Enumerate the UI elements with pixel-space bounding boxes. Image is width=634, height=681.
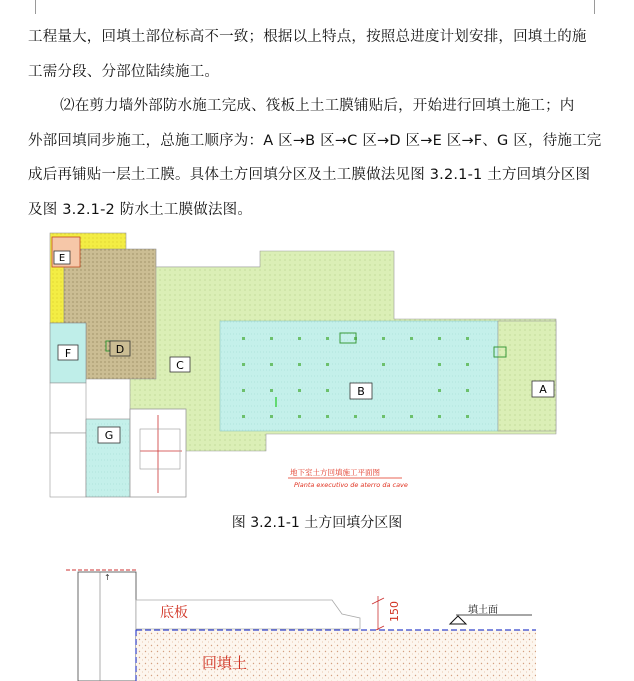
wall-section	[78, 572, 136, 681]
paragraph-2	[28, 89, 612, 227]
backfill-zoning-plan	[44, 229, 564, 499]
paragraph-2-line-3: 成后再铺贴一层土工膜。具体土方回填分区及土工膜做法见图 3.2.1-1 土方回填分区图	[28, 167, 591, 183]
svg-text:D: D	[115, 343, 125, 356]
svg-text:C: C	[176, 359, 184, 372]
zone-label-d	[110, 341, 130, 356]
svg-text:G: G	[104, 429, 114, 442]
zone-b-area	[220, 321, 498, 431]
waterproof-geomembrane-detail	[60, 566, 600, 681]
zone-label-f	[58, 345, 78, 360]
zone-label-e	[54, 251, 70, 264]
figure-1-caption: 图 3.2.1-1 土方回填分区图	[231, 515, 403, 531]
svg-text:↑: ↑	[104, 573, 111, 582]
paragraph-2-line-2: 外部回填同步施工，总施工顺序为：A 区→B 区→C 区→D 区→E 区→F、G 区，待施工完	[28, 132, 602, 149]
zone-label-b	[350, 383, 372, 399]
label-slab: 底板	[160, 605, 188, 621]
backfill-soil-area	[136, 630, 536, 681]
label-fill-surface: 填土面	[468, 605, 498, 616]
dim-150: 150	[388, 601, 401, 622]
zone-a-area	[498, 321, 556, 431]
page-top-margin-line	[35, 0, 595, 14]
plan-title-es: Planta executivo de aterro da cave	[294, 481, 408, 489]
backfill-zoning-plan-drawing	[44, 229, 564, 499]
geomembrane-detail-drawing	[60, 566, 600, 681]
paragraph-1-line-2: 工需分段、分部位陆续施工。	[28, 63, 220, 80]
paragraph-1	[28, 20, 612, 89]
zone-label-c	[170, 357, 190, 372]
paragraph-2-line-4: 及图 3.2.1-2 防水土工膜做法图。	[28, 201, 253, 218]
white-block-1	[50, 383, 86, 433]
zone-label-g	[98, 427, 120, 443]
zone-label-a	[532, 381, 554, 397]
svg-text:B: B	[357, 385, 365, 398]
paragraph-1-line-1: 工程量大，回填土部位标高不一致；根据以上特点，按照总进度计划安排，回填土的施	[28, 29, 587, 45]
svg-text:A: A	[539, 383, 547, 396]
paragraph-2-line-1: ⑵在剪力墙外部防水施工完成、筏板上土工膜铺贴后，开始进行回填土施工；内	[60, 98, 575, 114]
plan-title-cn: 地下室土方回填施工平面图	[290, 468, 380, 477]
svg-text:E: E	[58, 253, 66, 264]
svg-text:F: F	[64, 347, 72, 360]
label-backfill: 回填土	[202, 654, 248, 672]
white-block-2	[50, 433, 86, 497]
